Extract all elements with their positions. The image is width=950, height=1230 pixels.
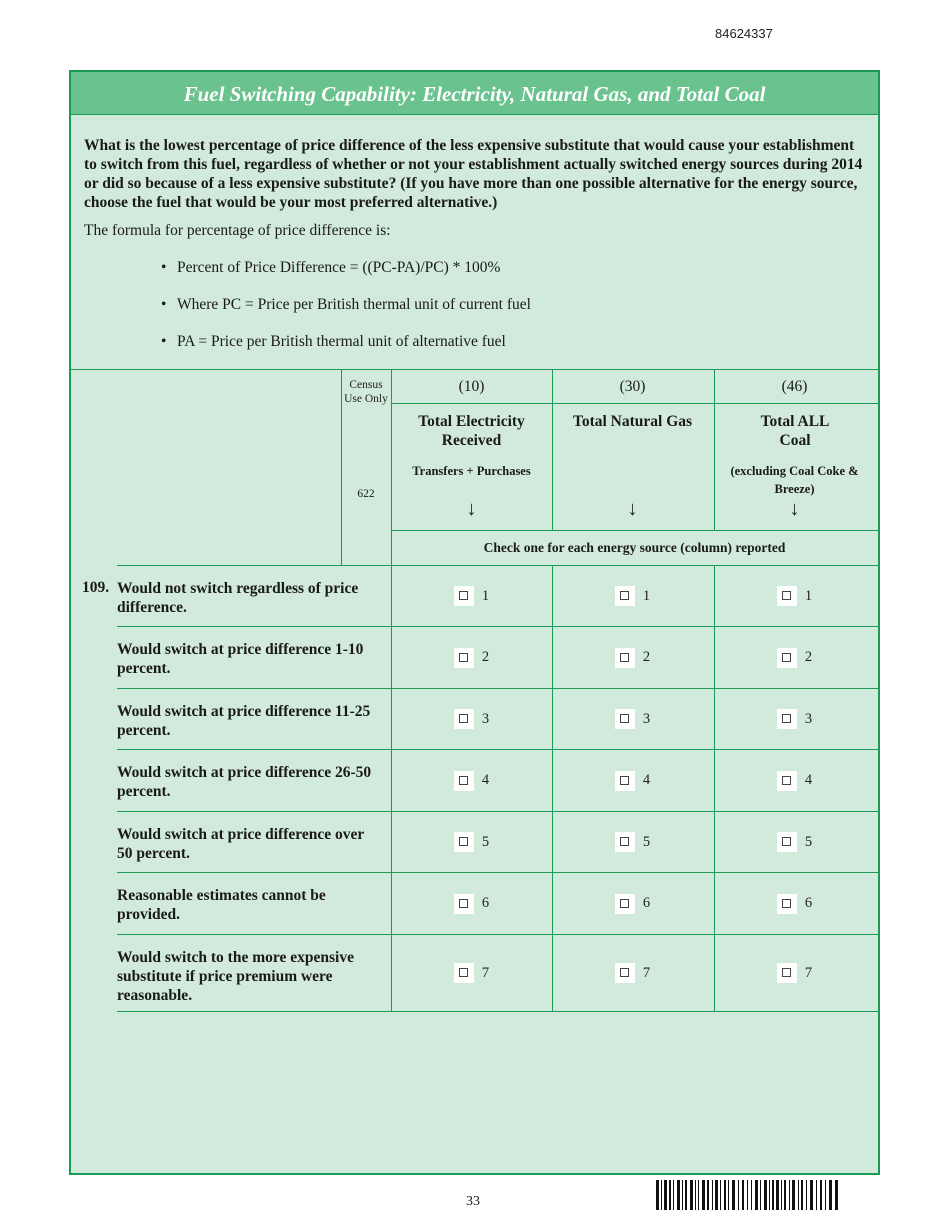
column-number: (30) — [619, 378, 646, 395]
coal-option-2[interactable] — [714, 627, 875, 688]
option-code: 2 — [642, 649, 651, 665]
coal-option-1[interactable] — [714, 566, 875, 626]
coal-option-5[interactable] — [714, 812, 875, 872]
checkbox[interactable] — [777, 709, 797, 729]
option-code: 4 — [481, 772, 490, 788]
checkbox[interactable] — [777, 586, 797, 606]
checkbox[interactable] — [454, 894, 474, 914]
option-code: 5 — [481, 833, 490, 850]
option-code: 3 — [804, 710, 813, 727]
checkbox[interactable] — [615, 771, 635, 791]
column-number: (10) — [458, 378, 485, 395]
natural-gas-option-7[interactable] — [552, 935, 713, 1011]
coal-option-4[interactable] — [714, 750, 875, 811]
electricity-option-5[interactable] — [391, 812, 552, 872]
form-panel — [69, 70, 880, 1175]
option-code: 4 — [642, 772, 651, 788]
formula-bullet: • PA = Price per British thermal unit of alternative fuel — [161, 333, 506, 350]
checkbox[interactable] — [615, 709, 635, 729]
option-code: 6 — [481, 895, 490, 911]
option-code: 4 — [804, 772, 813, 788]
column-heading: Total Electricity Received — [418, 413, 525, 449]
row-label: Reasonable estimates cannot be provided. — [117, 887, 326, 923]
checkbox[interactable] — [777, 771, 797, 791]
natural-gas-option-6[interactable] — [552, 873, 713, 934]
option-code: 2 — [481, 649, 490, 665]
formula-bullet-text: Percent of Price Difference = ((PC-PA)/PC) * 100% — [177, 259, 501, 276]
electricity-option-6[interactable] — [391, 873, 552, 934]
option-code: 3 — [481, 710, 490, 727]
page-number: 33 — [466, 1194, 480, 1209]
form-id: 84624337 — [715, 26, 773, 41]
option-code: 6 — [642, 895, 651, 911]
column-number: (46) — [781, 378, 808, 395]
natural-gas-option-3[interactable] — [552, 689, 713, 749]
checkbox[interactable] — [615, 648, 635, 668]
column-subheading: (excluding Coal Coke & Breeze) — [730, 464, 859, 496]
item-number: 109. — [82, 579, 110, 596]
checkbox[interactable] — [454, 832, 474, 852]
checkbox[interactable] — [615, 894, 635, 914]
column-subheading: Transfers + Purchases — [412, 464, 531, 478]
electricity-option-2[interactable] — [391, 627, 552, 688]
electricity-option-7[interactable] — [391, 935, 552, 1011]
option-code: 1 — [804, 587, 813, 604]
row-label: Would not switch regardless of price difference. — [117, 580, 359, 616]
down-arrow-icon: ↓ — [789, 498, 800, 520]
coal-option-6[interactable] — [714, 873, 875, 934]
census-code: 622 — [357, 488, 375, 500]
checkbox[interactable] — [777, 648, 797, 668]
option-code: 6 — [804, 895, 813, 911]
table-top-rule — [71, 369, 878, 370]
checkbox[interactable] — [777, 963, 797, 983]
row-label: Would switch at price difference 1-10 percent. — [117, 641, 364, 677]
checkbox[interactable] — [454, 771, 474, 791]
option-code: 5 — [642, 833, 651, 850]
option-code: 1 — [642, 587, 651, 604]
formula-bullet: • Where PC = Price per British thermal unit of current fuel — [161, 296, 531, 313]
checkbox[interactable] — [777, 894, 797, 914]
formula-bullet-text: PA = Price per British thermal unit of alternative fuel — [177, 333, 506, 350]
option-code: 2 — [804, 649, 813, 665]
row-label: Would switch at price difference 11-25 percent. — [117, 703, 371, 739]
coal-option-7[interactable] — [714, 935, 875, 1011]
header-rule — [391, 530, 878, 531]
row-rule — [117, 1011, 878, 1012]
option-code: 3 — [642, 710, 651, 727]
column-heading: Total ALL Coal — [760, 413, 830, 449]
option-code: 7 — [642, 964, 651, 981]
section-title: Fuel Switching Capability: Electricity, Natural Gas, and Total Coal — [71, 72, 878, 115]
coal-option-3[interactable] — [714, 689, 875, 749]
electricity-option-3[interactable] — [391, 689, 552, 749]
check-instruction: Check one for each energy source (column) reported — [483, 540, 786, 555]
electricity-option-4[interactable] — [391, 750, 552, 811]
checkbox[interactable] — [615, 832, 635, 852]
column-number-rule — [391, 403, 878, 404]
checkbox[interactable] — [454, 648, 474, 668]
census-use-only-label: Census Use Only — [344, 379, 388, 405]
question-text: What is the lowest percentage of price difference of the less expensive substitute that would cause your establishment to switch from this fuel, regardless of whether or not your establishment actually switched energy sources during 2014 or did so because of a less expensive substitute? (If you have more than one possible alternative for the energy source, choose the fuel that would be your most preferred alternative.) — [84, 137, 863, 211]
formula-bullet-text: Where PC = Price per British thermal unit of current fuel — [177, 296, 531, 313]
option-code: 5 — [804, 833, 813, 850]
option-code: 1 — [481, 587, 490, 604]
natural-gas-option-5[interactable] — [552, 812, 713, 872]
option-code: 7 — [804, 964, 813, 981]
down-arrow-icon: ↓ — [627, 498, 638, 520]
option-code: 7 — [481, 964, 490, 981]
column-heading: Total Natural Gas — [572, 413, 693, 430]
electricity-option-1[interactable] — [391, 566, 552, 626]
checkbox[interactable] — [454, 709, 474, 729]
row-label: Would switch at price difference over 50 percent. — [117, 826, 364, 862]
checkbox[interactable] — [615, 963, 635, 983]
barcode-image — [656, 1180, 838, 1210]
down-arrow-icon: ↓ — [466, 498, 477, 520]
checkbox[interactable] — [454, 963, 474, 983]
checkbox[interactable] — [454, 586, 474, 606]
row-label: Would switch at price difference 26-50 percent. — [117, 764, 372, 800]
natural-gas-option-4[interactable] — [552, 750, 713, 811]
natural-gas-option-2[interactable] — [552, 627, 713, 688]
row-label: Would switch to the more expensive substitute if price premium were reasonable. — [117, 949, 354, 1004]
checkbox[interactable] — [615, 586, 635, 606]
natural-gas-option-1[interactable] — [552, 566, 713, 626]
checkbox[interactable] — [777, 832, 797, 852]
formula-intro: The formula for percentage of price difference is: — [84, 222, 391, 239]
formula-bullet: • Percent of Price Difference = ((PC-PA)/PC) * 100% — [161, 259, 501, 276]
